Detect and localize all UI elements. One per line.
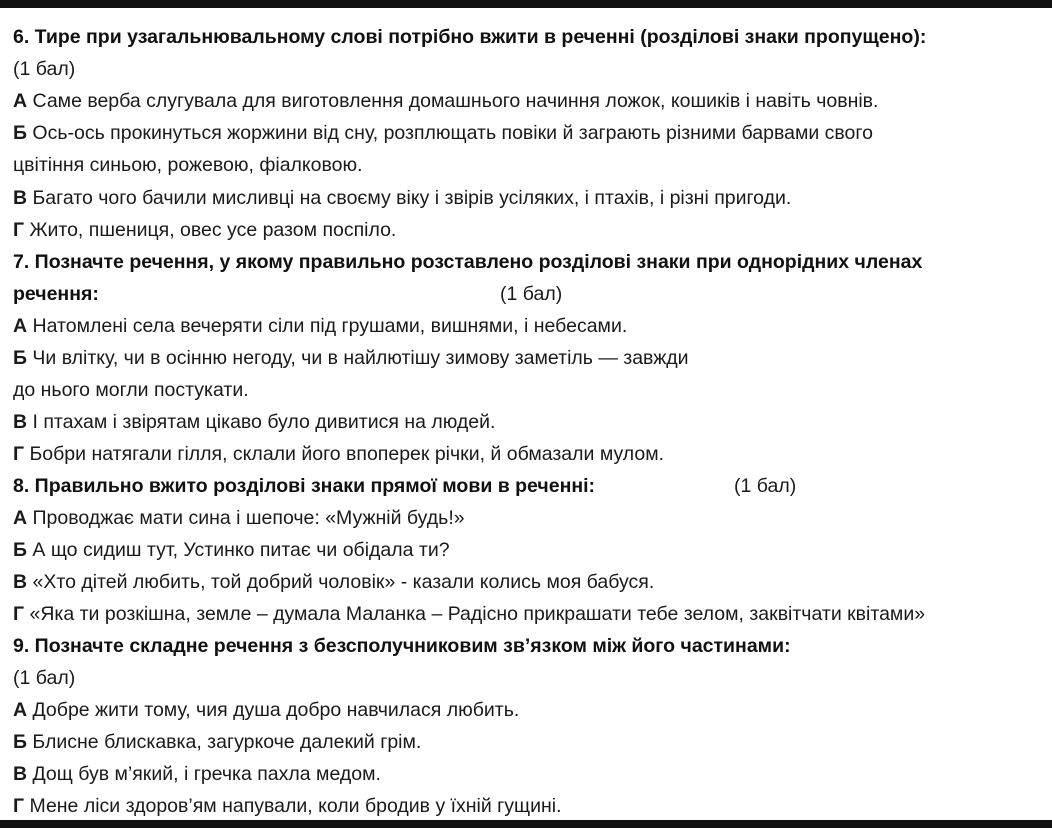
q9-option-a xyxy=(13,694,519,726)
q7-option-d xyxy=(13,438,664,470)
option-text: Мене ліси здоров’ям напували, коли бродив у їхній гущині. xyxy=(24,795,562,817)
q7-title-cont: речення: xyxy=(13,283,99,305)
q9-option-d xyxy=(13,790,562,820)
q7-option-c xyxy=(13,406,495,438)
option-letter: Б xyxy=(13,539,28,561)
q8-option-a xyxy=(13,502,465,534)
option-letter: А xyxy=(13,315,28,337)
option-letter: Г xyxy=(13,219,25,241)
option-text: Дощ був м’який, і гречка пахла медом. xyxy=(27,763,381,785)
option-letter: В xyxy=(13,411,28,433)
q8-option-b xyxy=(13,534,450,566)
option-text: «Хто дітей любить, той добрий чоловік» - казали колись моя бабуся. xyxy=(27,571,655,593)
q6-title: 6. Тире при узагальнювальному слові потрібно вжити в реченні (розділові знаки пропущено): xyxy=(13,26,927,48)
option-letter: Г xyxy=(13,795,25,817)
q6-option-d xyxy=(13,214,396,246)
q6-points: (1 бал) xyxy=(13,58,76,80)
q9-points: (1 бал) xyxy=(13,667,76,689)
option-letter: В xyxy=(13,187,28,209)
option-letter: В xyxy=(13,763,28,785)
option-letter: В xyxy=(13,571,28,593)
option-text: Бобри натягали гілля, склали його впоперек річки, й обмазали мулом. xyxy=(24,443,665,465)
option-text: І птахам і звірятам цікаво було дивитися на людей. xyxy=(27,411,496,433)
q6-option-c xyxy=(13,182,791,214)
q7-points: (1 бал) xyxy=(500,283,563,305)
option-text: Натомлені села вечеряти сіли під грушами, вишнями, і небесами. xyxy=(27,315,628,337)
option-letter: А xyxy=(13,699,28,721)
option-letter: Г xyxy=(13,443,25,465)
option-text: Жито, пшениця, овес усе разом поспіло. xyxy=(24,219,397,241)
option-text: Багато чого бачили мисливці на своєму віку і звірів усіляких, і птахів, і різні пригоди. xyxy=(27,187,792,209)
q7-option-a xyxy=(13,310,627,342)
option-letter: Г xyxy=(13,603,25,625)
q7-option-b xyxy=(13,342,689,374)
worksheet-page xyxy=(0,8,1052,820)
q6-option-b xyxy=(13,117,873,149)
option-text: Ось-ось прокинуться жоржини від сну, розплющать повіки й заграють різними барвами свого xyxy=(27,122,873,144)
option-letter: Б xyxy=(13,731,28,753)
option-letter: А xyxy=(13,90,28,112)
option-text: Блисне блискавка, загуркоче далекий грім. xyxy=(27,731,422,753)
option-text: Добре жити тому, чия душа добро навчилася любить. xyxy=(27,699,520,721)
option-text: «Яка ти розкішна, земле – думала Маланка – Радісно прикрашати тебе зелом, заквітчати квітами» xyxy=(24,603,926,625)
option-text: Проводжає мати сина і шепоче: «Мужній будь!» xyxy=(27,507,465,529)
option-text: А що сидиш тут, Устинко питає чи обідала ти? xyxy=(27,539,450,561)
q9-option-b xyxy=(13,726,421,758)
option-letter: А xyxy=(13,507,28,529)
q7-option-b-cont: до нього могли постукати. xyxy=(13,379,249,401)
q9-title: 9. Позначте складне речення з безсполучниковим зв’язком між його частинами: xyxy=(13,635,791,657)
q6-option-b-cont: цвітіння синьою, рожевою, фіалковою. xyxy=(13,154,363,176)
q9-option-c xyxy=(13,758,381,790)
q8-points: (1 бал) xyxy=(734,475,797,497)
q6-option-a xyxy=(13,85,878,117)
option-letter: Б xyxy=(13,122,28,144)
q8-option-c xyxy=(13,566,654,598)
option-text: Саме верба слугувала для виготовлення домашнього начиння ложок, кошиків і навіть човнів. xyxy=(27,90,879,112)
option-text: Чи влітку, чи в осінню негоду, чи в найлютішу зимову заметіль — завжди xyxy=(27,347,689,369)
option-letter: Б xyxy=(13,347,28,369)
q8-title: 8. Правильно вжито розділові знаки прямої мови в реченні: xyxy=(13,475,596,497)
q7-title: 7. Позначте речення, у якому правильно розставлено розділові знаки при однорідних членах xyxy=(13,251,923,273)
q8-option-d xyxy=(13,598,925,630)
